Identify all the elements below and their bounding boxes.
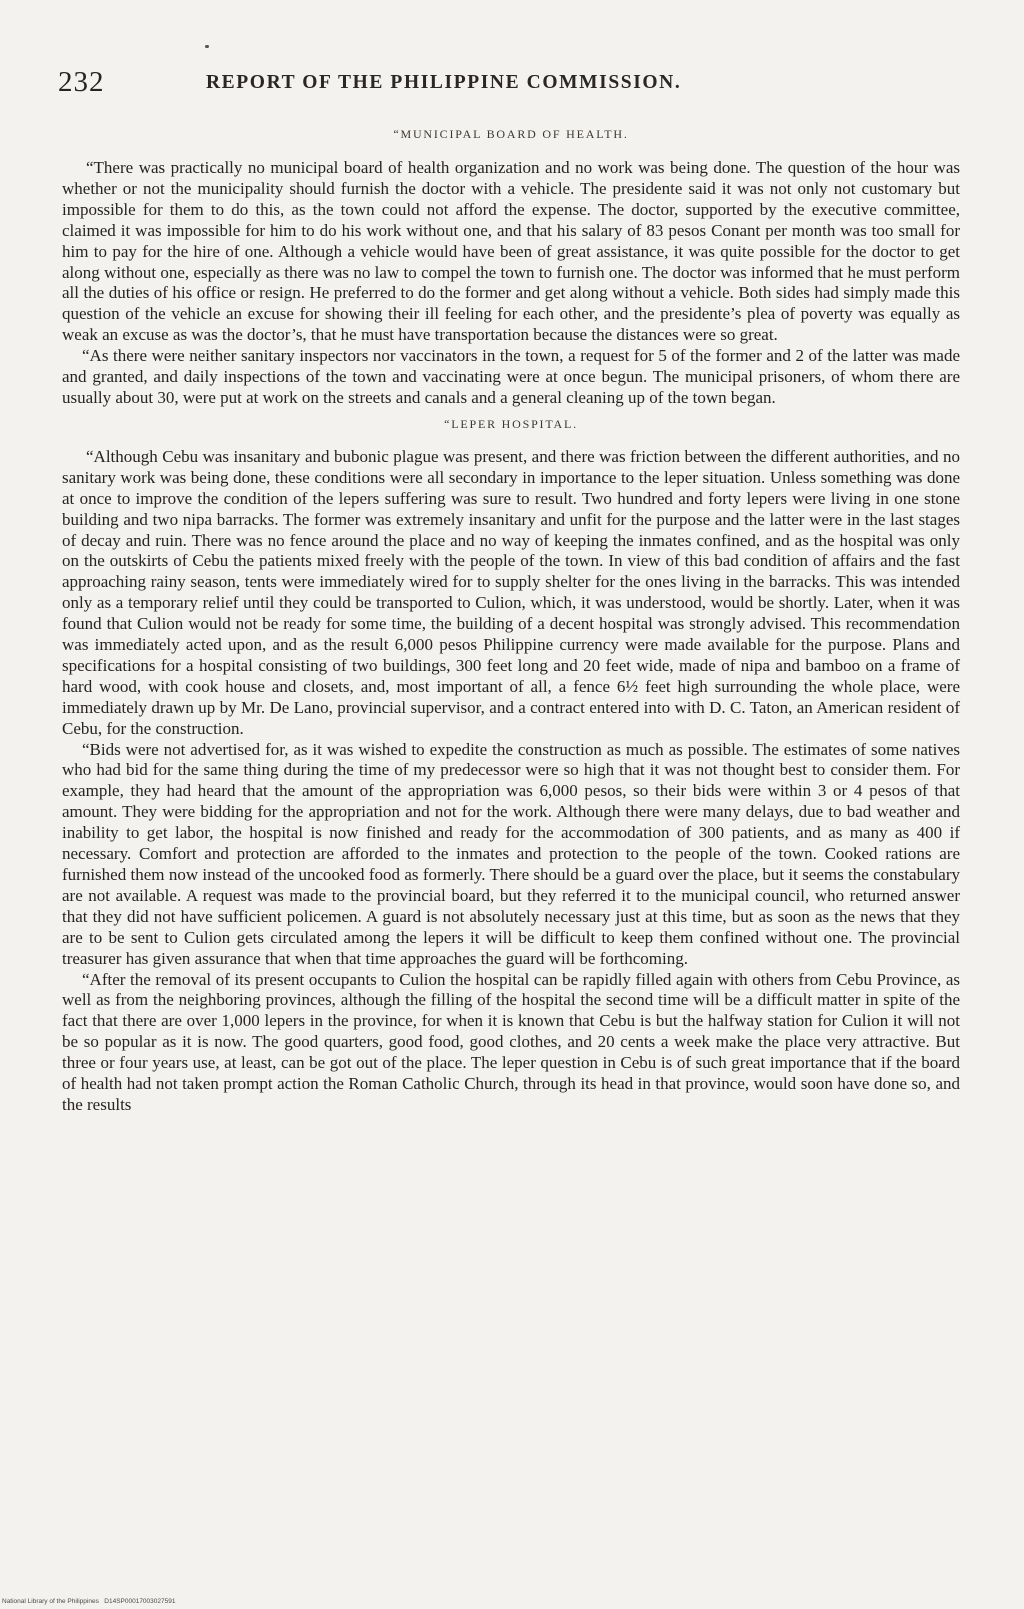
body-text bbox=[62, 120, 960, 1116]
page-header bbox=[58, 64, 960, 104]
paragraph: “There was practically no municipal board of health organization and no work was being done. The question of the hour was whether or not the municipality should furnish the doctor with a vehicle. The presidente said it was not only not customary but impossible for them to do this, as the town could not afford the expense. The doctor, supported by the executive committee, claimed it was impossible for him to do his work without one, and that his salary of 83 pesos Conant per month was too small for him to pay for the hire of one. Although a vehicle would have been of great assistance, it was quite possible for the doctor to get along without one, especially as there was no law to compel the town to furnish one. The doctor was informed that he must perform all the duties of his office or resign. He preferred to do the former and get along without a vehicle. Both sides had simply made this question of the vehicle an excuse for showing their ill feeling for each other, and the presidente’s plea of poverty was equally as weak an excuse as was the doctor’s, that he must have transportation because the distances were so great. bbox=[62, 158, 960, 345]
scan-credit: National Library of the Philippines bbox=[2, 1598, 99, 1605]
page-number: 232 bbox=[58, 66, 105, 98]
paragraph: “As there were neither sanitary inspectors nor vaccinators in the town, a request for 5 of the former and 2 of the latter was made and granted, and daily inspections of the town and vaccinating were at once begun. The municipal prisoners, of whom there are usually about 30, were put at work on the streets and canals and a general cleaning up of the town began. bbox=[62, 346, 960, 407]
running-title: REPORT OF THE PHILIPPINE COMMISSION. bbox=[206, 72, 682, 93]
scan-speck bbox=[205, 45, 209, 48]
paragraph: “Although Cebu was insanitary and bubonic plague was present, and there was friction between the different authorities, and no sanitary work was being done, these conditions were all secondary in importance to the leper situation. Unless something was done at once to improve the condition of the lepers suffering was sure to result. Two hundred and forty lepers were living in one stone building and two nipa barracks. The former was extremely insanitary and unfit for the purpose and the latter were in the last stages of decay and ruin. There was no fence around the place and no way of keeping the inmates confined, and as the hospital was only on the outskirts of Cebu the patients mixed freely with the people of the town. In view of this bad condition of affairs and the fast approaching rainy season, tents were immediately wired for to supply shelter for the ones living in the barracks. This was intended only as a temporary relief until they could be transported to Culion, which, it was understood, would be shortly. Later, when it was found that Culion would not be ready for some time, the building of a decent hospital was strongly advised. This recommendation was immediately acted upon, and as the result 6,000 pesos Philippine currency were made available for the purpose. Plans and specifications for a hospital consisting of two buildings, 300 feet long and 20 feet wide, made of nipa and bamboo on a frame of hard wood, with cook house and closets, and, most important of all, a fence 6½ feet high surrounding the whole place, were immediately drawn up by Mr. De Lano, provincial supervisor, and a contract entered into with D. C. Taton, an American resident of Cebu, for the construction. bbox=[62, 446, 960, 738]
scan-footer bbox=[2, 1597, 175, 1606]
section-title-leper-hospital: “LEPER HOSPITAL. bbox=[444, 416, 578, 431]
paragraph: “Bids were not advertised for, as it was wished to expedite the construction as much as possible. The estimates of some natives who had bid for the same thing during the time of my predecessor were so high that it was not thought best to consider them. For example, they had heard that the amount of the appropriation was 6,000 pesos, so their bids were within 3 or 4 pesos of that amount. They were bidding for the appropriation and not for the work. Although there were many delays, due to bad weather and inability to get labor, the hospital is now finished and ready for the accommodation of 300 patients, and as many as 400 if necessary. Comfort and protection are afforded to the inmates and protection to the people of the town. Cooked rations are furnished them now instead of the uncooked food as formerly. There should be a guard over the place, but it seems the constabulary are not available. A request was made to the provincial board, but they referred it to the municipal council, who returned answer that they did not have sufficient policemen. A guard is not absolutely necessary just at this time, but as soon as the news that they are to be sent to Culion gets circulated among the lepers it will be difficult to keep them confined without one. The provincial treasurer has given assurance that when that time approaches the guard will be forthcoming. bbox=[62, 739, 960, 968]
scan-id: D14SP00017003027591 bbox=[104, 1598, 176, 1605]
section-title-municipal-board-of-health: “MUNICIPAL BOARD OF HEALTH. bbox=[393, 127, 629, 141]
paragraph: “After the removal of its present occupants to Culion the hospital can be rapidly filled again with others from Cebu Province, as well as from the neighboring provinces, although the filling of the hospital the second time will be a difficult matter in spite of the fact that there are over 1,000 lepers in the province, for when it is known that Cebu is but the halfway station for Culion it will not be so popular as it is now. The good quarters, good food, good clothes, and 20 cents a week make the place very attractive. But three or four years use, at least, can be got out of the place. The leper question in Cebu is of such great importance that if the board of health had not taken prompt action the Roman Catholic Church, through its head in that province, would soon have done so, and the results bbox=[62, 969, 960, 1114]
